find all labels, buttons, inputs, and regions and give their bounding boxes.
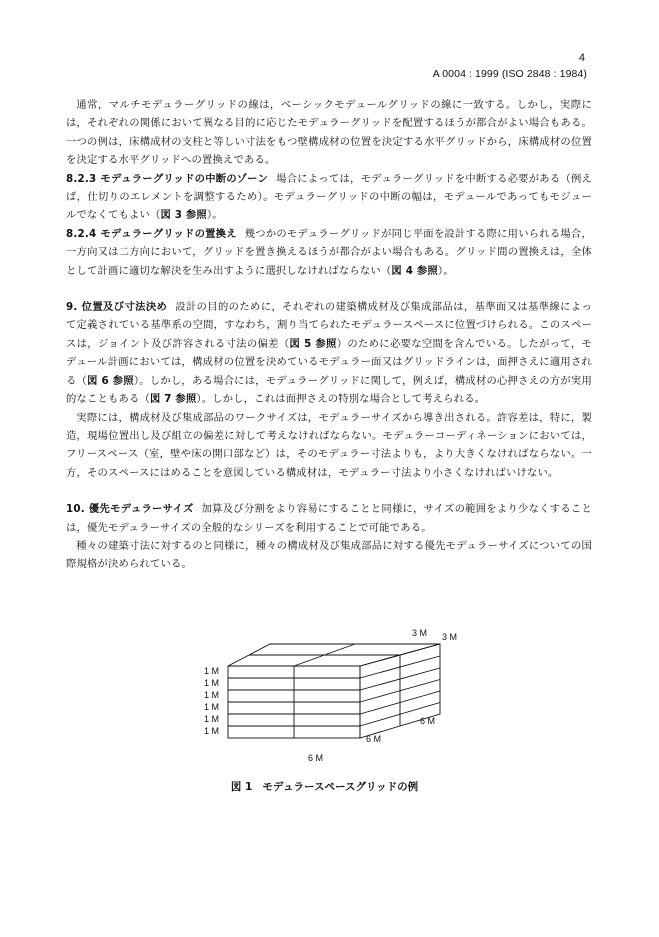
section-number: 8.2.4	[66, 227, 97, 240]
label-3m-top: 3 M	[412, 628, 428, 638]
section-number: 10.	[66, 503, 85, 516]
section-text: ）。	[437, 264, 454, 277]
figure-ref: 図 4 参照	[391, 264, 438, 277]
intro-paragraph: 通常，マルチモデュラーグリッドの線は，ベーシックモデュールグリッドの線に一致する。しかし，実際には，それぞれの関係において異なる目的に応じたモデュラーグリッドを配置するほうが都合がよい場合もある。一つの例は，床構成材の支柱と等しい寸法をもつ壁構成材の位置を決定する水平グリッドから，床構成材の位置を決定する水平グリッドへの置換えである。	[66, 99, 592, 167]
section-8-2-3	[66, 170, 592, 225]
section-text: ）。しかし，これは面押さえの特別な場合として考えられる。	[196, 393, 486, 406]
label-6m-mid: 6 M	[366, 734, 382, 744]
section-heading: 位置及び寸法決め	[81, 301, 168, 314]
figure-caption	[0, 779, 659, 794]
section-number: 9.	[66, 301, 78, 314]
section-text: 加算及び分割をより容易にすることと同様に，サイズの範囲をより少なくすることは，優先モデュラーサイズの全般的なシリーズを利用することで可能である。	[66, 503, 592, 534]
label-6m-right: 6 M	[420, 716, 436, 726]
figure-number: 図 1	[230, 781, 253, 793]
section-9	[66, 298, 592, 408]
section-10	[66, 500, 592, 537]
modular-space-grid-figure	[190, 624, 480, 778]
label-1m: 1 M	[204, 666, 220, 676]
section-10-paragraph-2: 種々の建築寸法に対するのと同様に，種々の構成材及び集成部品に対する優先モデュラーサイズについての国際規格が決められている。	[66, 539, 592, 571]
figure-ref: 図 3 参照	[160, 209, 207, 222]
label-6m-front: 6 M	[308, 753, 324, 763]
section-number: 8.2.3	[66, 172, 97, 185]
grid-box-drawing	[190, 624, 480, 774]
section-text: ）。	[206, 209, 223, 222]
figure-ref: 図 7 参照	[149, 393, 197, 406]
section-8-2-4	[66, 225, 592, 280]
figure-ref: 図 5 参照	[289, 337, 337, 350]
section-text: 場合によっては，モデュラーグリッドを中断する必要がある（例えば，仕切りのエレメントを調整するため）。モデュラーグリッドの中断の幅は，モデュールであってもモジュールでなくてもよい（	[66, 172, 592, 222]
figure-ref: 図 6 参照	[87, 374, 134, 387]
body-text	[66, 96, 592, 574]
section-heading: モデュラーグリッドの中断のゾーン	[100, 172, 269, 185]
page-number: 4	[578, 52, 585, 64]
label-1m: 1 M	[204, 714, 220, 724]
section-text: ）。しかし，ある場合には，モデュラーグリッドに関して，例えば，構成材の心押さえの方が実用的なこともある（	[66, 374, 592, 406]
section-text: ）のために必要な空間を含んでいる。したがって，モデュール計画においては，構成材の位置を決めているモデュラー面又はグリッドラインは，面押さえに適用される（	[66, 337, 592, 387]
figure-title: モデュラースペースグリッドの例	[262, 781, 419, 793]
section-heading: モデュラーグリッドの置換え	[100, 227, 237, 240]
label-1m: 1 M	[204, 702, 220, 712]
label-1m: 1 M	[204, 690, 220, 700]
label-3m-right: 3 M	[442, 632, 458, 642]
standard-code: A 0004 : 1999 (ISO 2848 : 1984)	[432, 68, 587, 80]
section-heading: 優先モデュラーサイズ	[88, 503, 194, 516]
section-text: 設計の目的のために，それぞれの建築構成材及び集成部品は，基準面又は基準線によって定義されている基準系の空間，すなわち，割り当てられたモデュラースペースに位置づけられる。このスペースは，ジョイント及び許容される寸法の偏差（	[66, 301, 592, 350]
label-1m: 1 M	[204, 678, 220, 688]
section-text: 幾つかのモデュラーグリッドが同じ平面を設計する際に用いられる場合，一方向又は二方向において，グリッドを置き換えるほうが都合がよい場合もある。グリッド間の置換えは，全体として計画に適切な解決を生み出すように選択しなければならない（	[66, 227, 592, 277]
section-9-paragraph-2: 実際には，構成材及び集成部品のワークサイズは，モデュラーサイズから導き出される。許容差は，特に，製造，現場位置出し及び組立の偏差に対して考えなければならない。モデュラーコーディネーションにおいては，フリースペース（室，壁や床の開口部など）は，そのモデュラー寸法よりも，より大きくなければならない。一方，そのスペースにはめることを意図している構成材は，モデュラー寸法より小さくなければいけない。	[66, 411, 592, 479]
label-1m: 1 M	[204, 726, 220, 736]
